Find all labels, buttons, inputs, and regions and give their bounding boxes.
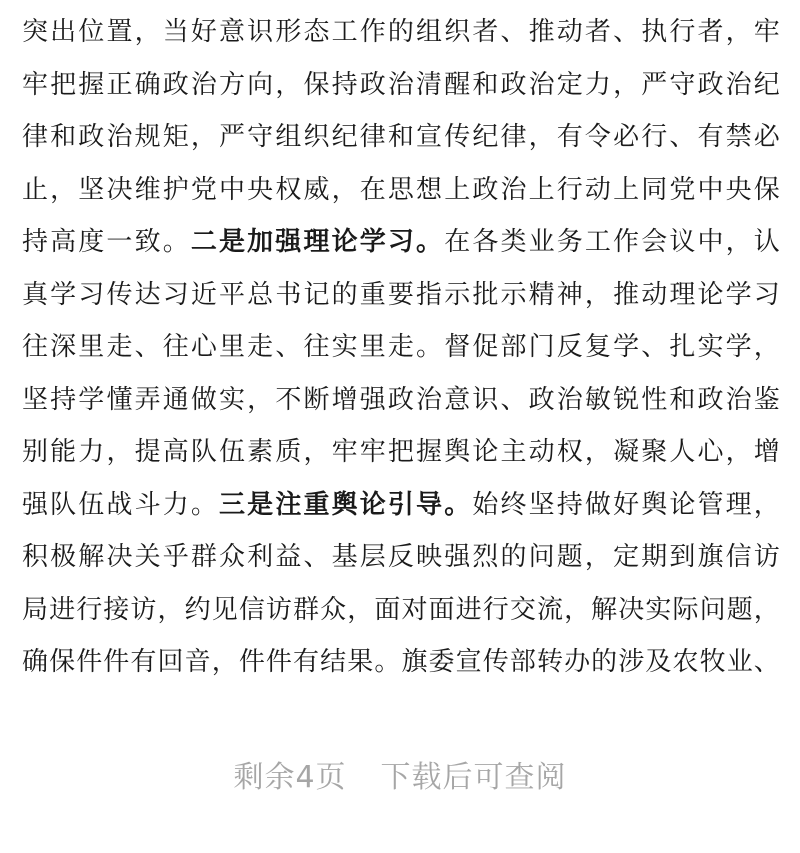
text-line-5: [22, 220, 780, 273]
text-line-12: 局进行接访，约见信访群众，面对面进行交流，解决实际问题，: [22, 594, 780, 625]
text-line-3: 律和政治规矩，严守组织纪律和宣传纪律，有令必行、有禁必: [22, 122, 780, 152]
text-line-6: 真学习传达习近平总书记的重要指示批示精神，推动理论学习: [22, 279, 780, 310]
heading-public-opinion: 三是注重舆论引导。: [219, 489, 473, 520]
download-prompt[interactable]: [0, 752, 800, 796]
text-line-2: 牢把握正确政治方向，保持政治清醒和政治定力，严守政治纪: [22, 69, 780, 100]
text-line-11: 积极解决关乎群众利益、基层反映强烈的问题，定期到旗信访: [22, 542, 780, 572]
text-line-13: 确保件件有回音，件件有结果。旗委宣传部转办的涉及农牧业、: [22, 647, 780, 677]
text-line-10-pre: 强队伍战斗力。: [22, 489, 220, 520]
remaining-pages-label: 剩余4页: [233, 760, 347, 795]
heading-strengthen-theory: 二是加强理论学习。: [190, 227, 445, 257]
text-line-4: 止，坚决维护党中央权威，在思想上政治上行动上同党中央保: [22, 174, 780, 205]
download-hint-label: 下载后可查阅: [380, 760, 567, 795]
text-line-5-post: 在各类业务工作会议中，认: [444, 227, 780, 257]
text-line-7: 往深里走、往心里走、往实里走。督促部门反复学、扎实学，: [22, 332, 780, 362]
text-line-10: [22, 483, 780, 536]
text-line-5-pre: 持高度一致。: [22, 227, 191, 257]
text-line-1: 突出位置，当好意识形态工作的组织者、推动者、执行者，牢: [22, 17, 780, 47]
text-line-8: 坚持学懂弄通做实，不断增强政治意识、政治敏锐性和政治鉴: [22, 384, 780, 415]
document-body: [22, 10, 780, 693]
text-line-10-post: 始终坚持做好舆论管理，: [472, 489, 780, 520]
text-line-9: 别能力，提高队伍素质，牢牢把握舆论主动权，凝聚人心，增: [22, 437, 780, 467]
